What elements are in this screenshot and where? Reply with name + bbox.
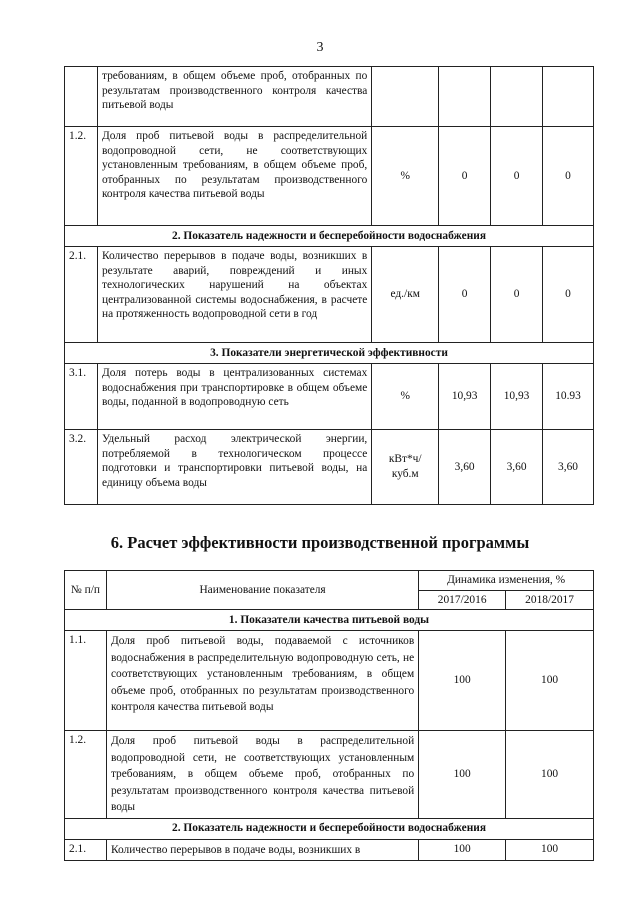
indicator-name: Доля потерь воды в централизованных системах водоснабжения при транспортировке в общем объеме воды, поданной в водопроводную сеть — [97, 364, 371, 430]
row-number: 1.1. — [65, 631, 107, 731]
indicator-name: Доля проб питьевой воды, подаваемой с источников водоснабжения в распределительную водопроводную сеть, не соответствующих установленным требованиям, в общем объеме проб, отобранных по результатам производственного контроля качества питьевой воды — [106, 631, 418, 731]
value-cell: 0 — [439, 247, 491, 343]
value-cell: 10.93 — [543, 364, 594, 430]
indicator-name: требованиям, в общем объеме проб, отобранных по результатам производственного контроля качества питьевой воды — [97, 67, 371, 127]
table-header-row — [65, 571, 594, 591]
value-cell — [439, 67, 491, 127]
value-cell: 3,60 — [543, 430, 594, 505]
value-cell: 0 — [543, 247, 594, 343]
value-cell: 10,93 — [491, 364, 543, 430]
value-cell: 0 — [543, 127, 594, 226]
row-number: 3.2. — [65, 430, 98, 505]
value-cell: 3,60 — [439, 430, 491, 505]
header-col-1: 2017/2016 — [419, 590, 506, 610]
table-row — [65, 364, 594, 430]
section-row — [65, 343, 594, 364]
efficiency-table — [64, 570, 594, 861]
value-cell: 100 — [506, 731, 594, 819]
table-row — [65, 430, 594, 505]
value-cell — [543, 67, 594, 127]
indicator-name: Доля проб питьевой воды в распределительной водопроводной сети, не соответствующих установленным требованиям, в общем объеме проб, отобранных по результатам производственного контроля качества питьевой воды — [106, 731, 418, 819]
row-number: 1.2. — [65, 731, 107, 819]
unit-cell: ед./км — [372, 247, 439, 343]
row-number: 1.2. — [65, 127, 98, 226]
row-number: 2.1. — [65, 839, 107, 861]
section-title: 3. Показатели энергетической эффективности — [65, 343, 594, 364]
indicator-name: Количество перерывов в подаче воды, возникших в результате аварий, повреждений и иных технологических нарушений на объектах централизованной системы водоснабжения, в расчете на протяженность водопроводной сети в год — [97, 247, 371, 343]
section-title: 2. Показатель надежности и бесперебойности водоснабжения — [65, 818, 594, 839]
unit-cell — [372, 67, 439, 127]
unit-cell: % — [372, 127, 439, 226]
row-number — [65, 67, 98, 127]
indicators-table — [64, 66, 594, 505]
value-cell: 100 — [419, 731, 506, 819]
table-row — [65, 127, 594, 226]
section-row — [65, 226, 594, 247]
value-cell: 100 — [506, 631, 594, 731]
header-name: Наименование показателя — [106, 571, 418, 610]
indicator-name: Удельный расход электрической энергии, потребляемой в технологическом процессе подготовки и транспортировки питьевой воды, на единицу объема воды — [97, 430, 371, 505]
value-cell: 0 — [491, 127, 543, 226]
value-cell: 100 — [506, 839, 594, 861]
section-title: 2. Показатель надежности и бесперебойности водоснабжения — [65, 226, 594, 247]
table-row — [65, 631, 594, 731]
value-cell: 10,93 — [439, 364, 491, 430]
indicator-name: Количество перерывов в подаче воды, возникших в — [106, 839, 418, 861]
section-title: 1. Показатели качества питьевой воды — [65, 610, 594, 631]
page-number: 3 — [316, 40, 324, 55]
section-heading: 6. Расчет эффективности производственной программы — [110, 533, 530, 552]
row-number: 2.1. — [65, 247, 98, 343]
section-row — [65, 818, 594, 839]
value-cell — [491, 67, 543, 127]
unit-cell: % — [372, 364, 439, 430]
section-row — [65, 610, 594, 631]
value-cell: 0 — [491, 247, 543, 343]
table-row — [65, 839, 594, 861]
header-num: № п/п — [65, 571, 107, 610]
value-cell: 100 — [419, 631, 506, 731]
value-cell: 3,60 — [491, 430, 543, 505]
header-dynamics: Динамика изменения, % — [419, 571, 594, 591]
value-cell: 100 — [419, 839, 506, 861]
indicator-name: Доля проб питьевой воды в распределительной водопроводной сети, не соответствующих установленным требованиям, в общем объеме проб, отобранных по результатам производственного контроля качества питьевой воды — [97, 127, 371, 226]
table-row — [65, 731, 594, 819]
header-col-2: 2018/2017 — [506, 590, 594, 610]
unit-cell: кВт*ч/ куб.м — [372, 430, 439, 505]
table-row — [65, 247, 594, 343]
row-number: 3.1. — [65, 364, 98, 430]
value-cell: 0 — [439, 127, 491, 226]
table-row — [65, 67, 594, 127]
